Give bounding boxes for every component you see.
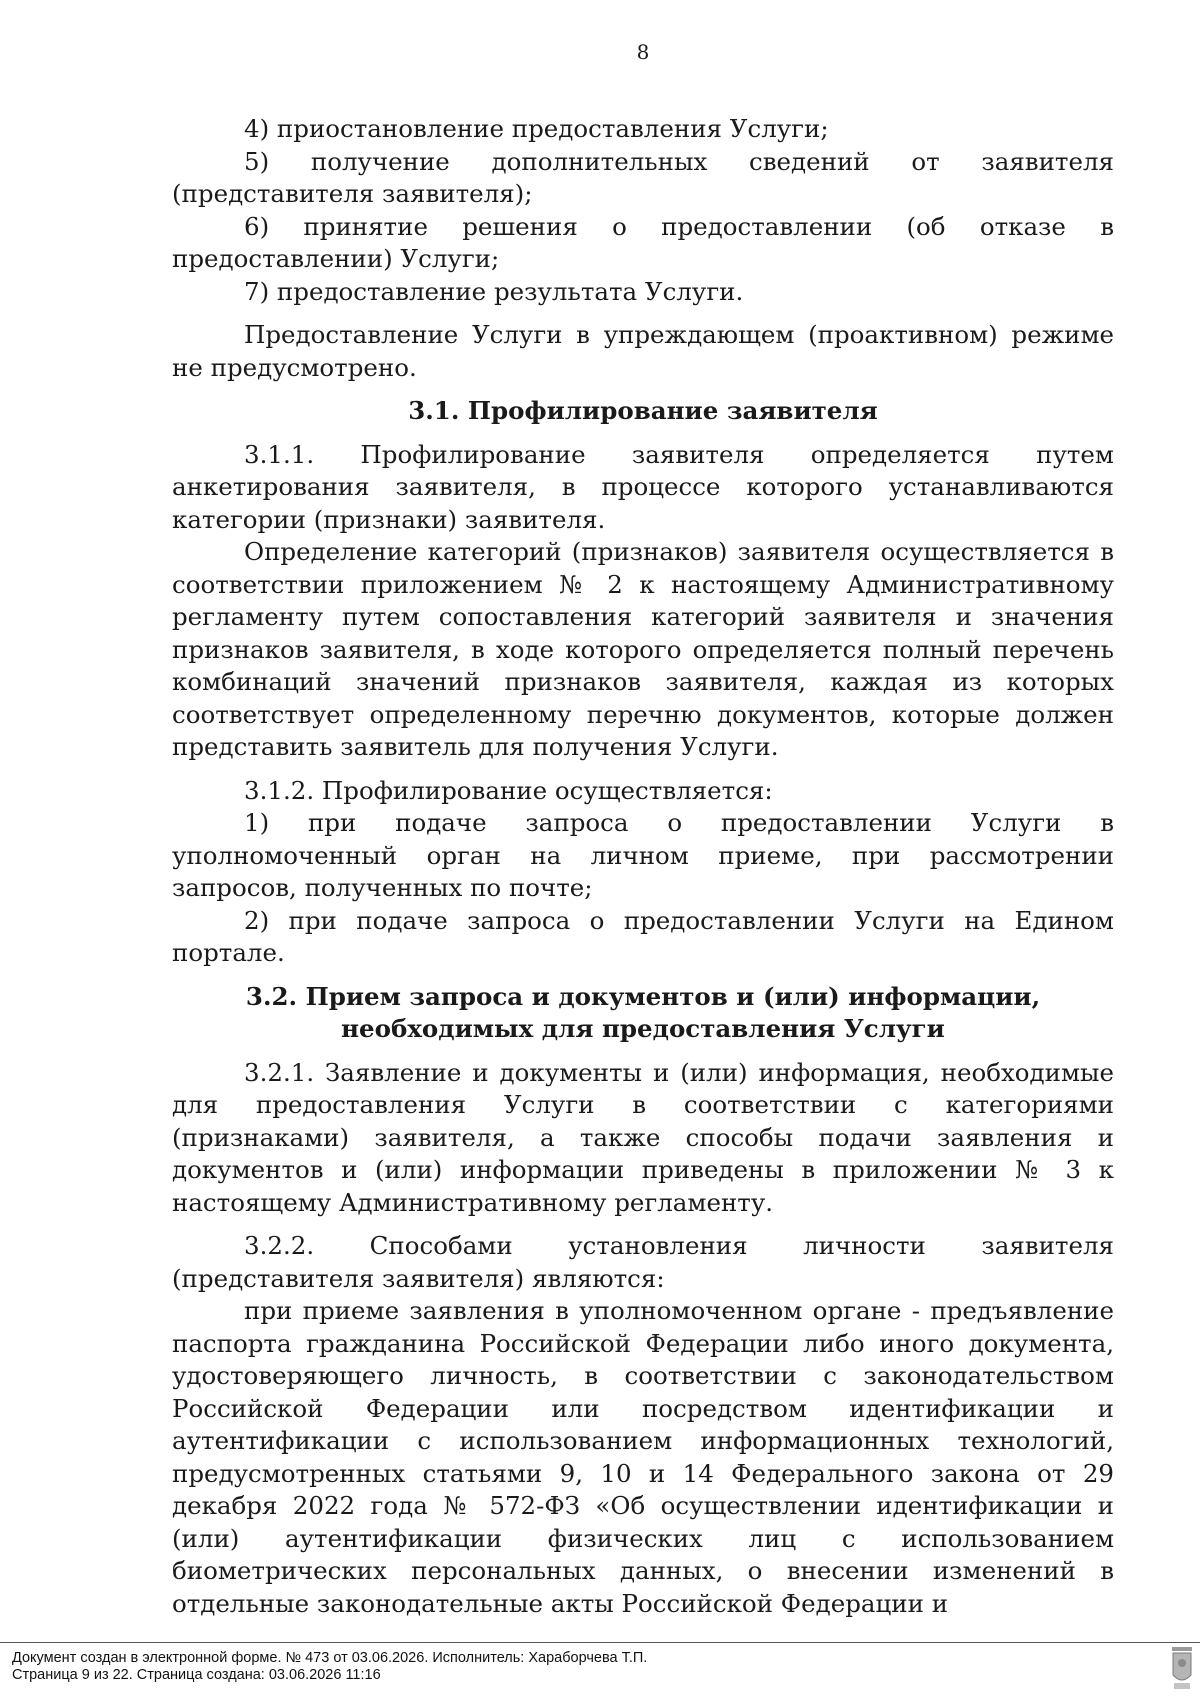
section-heading-3-2: 3.2. Прием запроса и документов и (или) информации, необходимых для предоставления Услуги [245,981,1041,1043]
paragraph-identity-methods: при приеме заявления в уполномоченном органе - предъявление паспорта гражданина Российской Федерации либо иного документа, удостоверяющего личность, в соответствии с законодательством Российской Федерации или посредством идентификации и аутентификации с использованием информационных технологий, предусмотренных статьями 9, 10 и 14 Федерального закона от 29 декабря 2022 года № 572-ФЗ «Об осуществлении идентификации и (или) аутентификации физических лиц с использованием биометрических персональных данных, о внесении изменений в отдельные законодательные акты Российской Федерации и [172,1296,1114,1618]
paragraph-3-2-1: 3.2.1. Заявление и документы и (или) информация, необходимые для предоставления Услуги в соответствии с категориями (признаками) заявителя, а также способы подачи заявления и документов и (или) информации приведены в приложении № 3 к настоящему Административному регламенту. [172,1057,1114,1217]
list-item-4: 4) приостановление предоставления Услуги; [244,114,829,143]
page-number: 8 [636,40,650,64]
footer-divider [0,1642,1200,1643]
paragraph-proactive-mode: Предоставление Услуги в упреждающем (проактивном) режиме не предусмотрено. [172,320,1114,382]
list-item-profiling-1: 1) при подаче запроса о предоставлении Услуги в уполномоченный орган на личном приеме, при рассмотрении запросов, полученных по почте; [172,808,1114,902]
coat-of-arms-icon [1171,1645,1193,1691]
list-item-7: 7) предоставление результата Услуги. [244,276,744,306]
paragraph-3-2-2: 3.2.2. Способами установления личности заявителя (представителя заявителя) являются: [172,1231,1114,1293]
footer-page-info: Страница 9 из 22. Страница создана: 03.06.2026 11:16 [12,1667,381,1683]
list-item-5: 5) получение дополнительных сведений от заявителя (представителя заявителя); [172,146,1114,208]
list-item-6: 6) принятие решения о предоставлении (об отказе в предоставлении) Услуги; [172,211,1114,273]
section-heading-3-1: 3.1. Профилирование заявителя [408,396,878,425]
paragraph-3-1-1: 3.1.1. Профилирование заявителя определяется путем анкетирования заявителя, в процессе которого устанавливаются категории (признаки) заявителя. [172,439,1114,534]
document-body [172,113,1114,1620]
footer-document-info: Документ создан в электронной форме. № 473 от 03.06.2026. Исполнитель: Хараборчева Т.П. [12,1650,648,1666]
document-footer [12,1650,647,1684]
list-item-profiling-2: 2) при подаче запроса о предоставлении Услуги на Едином портале. [172,905,1114,967]
paragraph-categories-definition: Определение категорий (признаков) заявителя осуществляется в соответствии приложением № 2 к настоящему Административному регламенту путем сопоставления категорий заявителя и значения признаков заявителя, в ходе которого определяется полный перечень комбинаций значений признаков заявителя, каждая из которых соответствует определенному перечню документов, которые должен представить заявитель для получения Услуги. [172,537,1114,761]
paragraph-3-1-2: 3.1.2. Профилирование осуществляется: [244,775,773,805]
